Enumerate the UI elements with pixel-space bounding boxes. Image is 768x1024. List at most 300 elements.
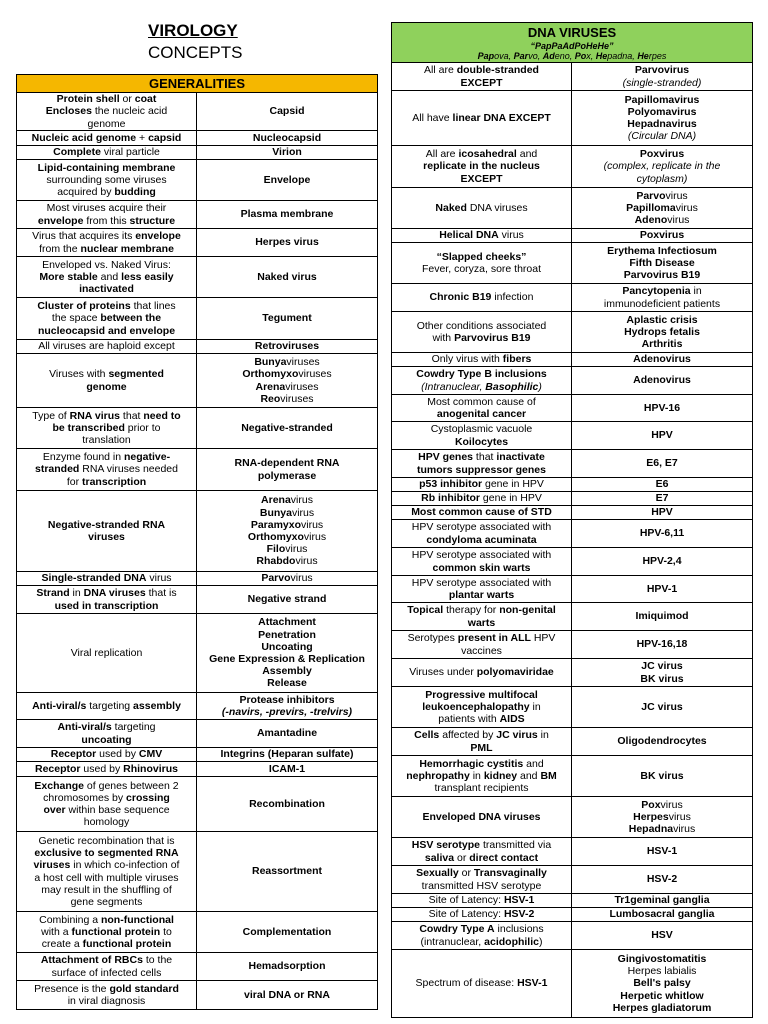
cell-text-line: plantar warts (448, 589, 515, 601)
dna-viruses-title: DNA VIRUSES (527, 25, 617, 40)
cell-text-line: Hepadnavirus (628, 823, 696, 836)
cell-text-line: the space between the (51, 312, 162, 325)
cell-text-line: viruses (88, 531, 125, 543)
generalities-row-15 (17, 586, 377, 614)
cell-text-line: Chronic B19 infection (429, 291, 534, 304)
dna-viruses-term-cell (392, 922, 572, 949)
dna-viruses-row-12 (392, 422, 752, 450)
cell-text-line: HPV serotype associated with (411, 549, 552, 562)
generalities-row-12 (17, 449, 377, 491)
cell-text-line: Cells affected by JC virus in (414, 729, 549, 742)
cell-text-line: Enveloped DNA viruses (422, 810, 541, 823)
cell-text-line: Anti-viral/s targeting assembly (32, 699, 181, 712)
generalities-term-cell (17, 340, 197, 353)
generalities-term-cell (17, 491, 197, 571)
cell-text-line: E7 (655, 492, 669, 505)
dna-viruses-row-24 (392, 728, 752, 756)
document-title (148, 20, 268, 64)
cell-text-line: Assembly (262, 665, 312, 678)
dna-viruses-term-cell (392, 243, 572, 283)
cell-text-line: with a functional protein to (41, 925, 172, 938)
dna-viruses-answer-cell (572, 353, 752, 366)
cell-text-line: HPV (651, 429, 673, 442)
dna-viruses-term-cell (392, 146, 572, 187)
generalities-term-cell (17, 298, 197, 339)
cell-text-line: Only virus with fibers (431, 353, 532, 366)
cell-text-line: Topical therapy for non-genital (407, 604, 556, 617)
generalities-header: GENERALITIES (17, 75, 377, 93)
cell-text-line: inactivated (79, 283, 134, 296)
cell-text-line: Capsid (269, 105, 305, 118)
cell-text-line: RNA-dependent RNA (234, 457, 340, 470)
dna-viruses-row-15 (392, 492, 752, 506)
cell-text-line: over within base sequence (43, 804, 170, 816)
generalities-term-cell (17, 572, 197, 585)
cell-text-line: Viruses with segmented (49, 368, 164, 381)
dna-viruses-row-29 (392, 894, 752, 908)
cell-text-line: Penetration (258, 628, 316, 641)
cell-text-line: HPV-1 (646, 582, 678, 595)
cell-text-line: Hepadnavirus (627, 118, 697, 130)
cell-text-line: HSV-2 (646, 873, 678, 886)
cell-text-line: Site of Latency: HSV-2 (428, 908, 535, 921)
cell-text-line: in viral diagnosis (67, 995, 146, 1007)
cell-text-line: Hemorrhagic cystitis and (419, 757, 544, 770)
generalities-term-cell (17, 720, 197, 747)
generalities-term-cell (17, 201, 197, 228)
cell-text-line: Serotypes present in ALL HPV (407, 632, 556, 645)
cell-text-line: HPV (651, 506, 673, 519)
cell-text-line: Single-stranded DNA virus (41, 572, 172, 585)
generalities-row-7 (17, 257, 377, 298)
cell-text-line: used in transcription (54, 599, 159, 612)
cell-text-line: with Parvovirus B19 (432, 332, 531, 344)
dna-viruses-row-2 (392, 91, 752, 146)
cell-text-line: genome (87, 117, 126, 130)
dna-viruses-term-cell (392, 908, 572, 921)
cell-text-line: Imiquimod (635, 610, 689, 623)
cell-text-line: saliva or direct contact (424, 851, 539, 864)
dna-viruses-row-18 (392, 548, 752, 576)
cell-text-line: Arenavirus (261, 494, 313, 507)
dna-viruses-term-cell (392, 603, 572, 630)
cell-text-line: (intranuclear, acidophilic) (420, 935, 543, 948)
cell-text-line: a host cell with multiple viruses (34, 871, 179, 884)
cell-text-line: More stable and less easily (39, 270, 174, 283)
generalities-row-20 (17, 762, 377, 777)
cell-text-line: Reoviruses (260, 392, 314, 405)
generalities-term-cell (17, 93, 197, 130)
dna-viruses-answer-cell (572, 367, 752, 394)
generalities-term-cell (17, 229, 197, 256)
cell-text-line: All are icosahedral and (425, 148, 538, 161)
cell-text-line: Filovirus (266, 543, 308, 556)
cell-text-line: genome (86, 380, 127, 393)
cell-text-line: replicate in the nucleus (423, 160, 540, 173)
cell-text-line: transplant recipients (434, 782, 529, 795)
dna-viruses-answer-cell (572, 797, 752, 837)
cell-text-line: Parvovirus (261, 572, 313, 585)
cell-text-line: surrounding some viruses (46, 173, 167, 186)
generalities-answer-cell (197, 720, 377, 747)
cell-text-line: Most viruses acquire their (46, 202, 167, 215)
cell-text-line: Uncoating (261, 640, 313, 653)
cell-text-line: Rb inhibitor gene in HPV (421, 492, 542, 505)
cell-text-line: Paramyxovirus (250, 518, 324, 531)
generalities-row-21 (17, 777, 377, 832)
cell-text-line: Adenovirus (633, 374, 691, 387)
cell-text-line: Helical DNA virus (439, 229, 524, 242)
dna-viruses-row-17 (392, 520, 752, 548)
generalities-row-17 (17, 693, 377, 720)
dna-viruses-answer-cell (572, 922, 752, 949)
cell-text-line: p53 inhibitor gene in HPV (419, 478, 544, 491)
cell-text-line: Bunyaviruses (254, 356, 320, 369)
dna-viruses-term-cell (392, 229, 572, 242)
dna-viruses-answer-cell (572, 894, 752, 907)
cell-text-line: All are double-stranded (424, 64, 539, 77)
dna-viruses-term-cell (392, 756, 572, 796)
generalities-term-cell (17, 762, 197, 776)
cell-text-line: Retroviruses (254, 340, 320, 353)
generalities-answer-cell (197, 298, 377, 339)
generalities-row-3 (17, 146, 377, 160)
cell-text-line: Most common cause of (427, 395, 536, 408)
cell-text-line: Recombination (249, 797, 325, 810)
dna-viruses-term-cell (392, 63, 572, 90)
dna-viruses-row-9 (392, 353, 752, 367)
cell-text-line: Amantadine (256, 727, 318, 740)
cell-text-line: Exchange of genes between 2 (34, 779, 179, 792)
generalities-answer-cell (197, 762, 377, 776)
cell-text-line: Poxvirus (639, 229, 685, 242)
cell-text-line: Naked DNA viruses (435, 201, 528, 214)
dna-viruses-answer-cell (572, 188, 752, 228)
dna-viruses-term-cell (392, 520, 572, 547)
dna-viruses-row-19 (392, 576, 752, 603)
cell-text-line: cytoplasm) (636, 172, 688, 185)
cell-text-line: anogenital cancer (436, 408, 527, 420)
cell-text-line: HPV-2,4 (642, 555, 682, 568)
cell-text-line: Integrins (Heparan sulfate) (220, 748, 354, 761)
cell-text-line: Protease inhibitors (239, 693, 335, 706)
cell-text-line: Other conditions associated (416, 319, 547, 332)
generalities-answer-cell (197, 777, 377, 831)
cell-text-line: JC virus (641, 660, 683, 673)
cell-text-line: (single-stranded) (622, 76, 702, 89)
cell-text-line: Virion (272, 146, 302, 159)
generalities-answer-cell (197, 912, 377, 952)
cell-text-line: create a functional protein (41, 938, 172, 951)
cell-text-line: Cystoplasmic vacuole (430, 423, 533, 436)
dna-viruses-answer-cell (572, 91, 752, 145)
generalities-answer-cell (197, 953, 377, 980)
cell-text-line: HPV serotype associated with (411, 521, 552, 534)
generalities-term-cell (17, 614, 197, 692)
generalities-term-cell (17, 146, 197, 159)
dna-viruses-answer-cell (572, 492, 752, 505)
generalities-answer-cell (197, 408, 377, 448)
dna-viruses-term-cell (392, 548, 572, 575)
dna-viruses-term-cell (392, 687, 572, 727)
generalities-row-22 (17, 832, 377, 912)
generalities-term-cell (17, 953, 197, 980)
cell-text-line: Herpesvirus (633, 810, 691, 823)
dna-viruses-row-21 (392, 631, 752, 659)
dna-viruses-row-7 (392, 284, 752, 312)
cell-text-line: JC virus (641, 700, 683, 713)
dna-viruses-row-10 (392, 367, 752, 395)
dna-viruses-row-8 (392, 312, 752, 353)
cell-text-line: be transcribed prior to (52, 421, 161, 434)
dna-viruses-answer-cell (572, 631, 752, 658)
dna-viruses-answer-cell (572, 63, 752, 90)
dna-viruses-answer-cell (572, 548, 752, 575)
cell-text-line: nucleocapsid and envelope (37, 324, 176, 337)
title-line-2: CONCEPTS (148, 43, 243, 62)
generalities-answer-cell (197, 832, 377, 911)
dna-viruses-answer-cell (572, 659, 752, 686)
dna-viruses-row-32 (392, 950, 752, 1017)
generalities-term-cell (17, 354, 197, 407)
cell-text-line: Viral replication (70, 646, 143, 659)
dna-viruses-row-31 (392, 922, 752, 950)
dna-viruses-term-cell (392, 91, 572, 145)
cell-text-line: Arenaviruses (255, 380, 319, 393)
dna-viruses-term-cell (392, 450, 572, 477)
cell-text-line: Negative-stranded RNA (47, 518, 166, 531)
generalities-answer-cell (197, 160, 377, 200)
cell-text-line: Lipid-containing membrane (37, 161, 176, 174)
cell-text-line: Attachment (258, 616, 316, 629)
generalities-answer-cell (197, 981, 377, 1009)
cell-text-line: (complex, replicate in the (603, 160, 721, 173)
cell-text-line: vaccines (461, 644, 502, 657)
dna-viruses-term-cell (392, 506, 572, 519)
dna-viruses-row-5 (392, 229, 752, 243)
generalities-term-cell (17, 449, 197, 490)
cell-text-line: Gingivostomatitis (617, 952, 707, 965)
cell-text-line: uncoating (81, 733, 132, 746)
cell-text-line: Most common cause of STD (411, 506, 552, 519)
cell-text-line: Virus that acquires its envelope (32, 230, 181, 243)
cell-text-line: Naked virus (257, 270, 317, 283)
cell-text-line: Hemadsorption (248, 960, 326, 973)
dna-viruses-term-cell (392, 659, 572, 686)
cell-text-line: Cowdry Type B inclusions (416, 368, 547, 381)
generalities-term-cell (17, 408, 197, 448)
cell-text-line: Koilocytes (454, 435, 509, 448)
cell-text-line: Cowdry Type A inclusions (419, 923, 544, 936)
generalities-answer-cell (197, 354, 377, 407)
generalities-answer-cell (197, 748, 377, 761)
cell-text-line: Oligodendrocytes (617, 735, 707, 748)
cell-text-line: Poxvirus (639, 148, 685, 161)
generalities-row-25 (17, 981, 377, 1009)
cell-text-line: Orthomyxovirus (247, 531, 327, 543)
dna-viruses-term-cell (392, 866, 572, 893)
cell-text-line: Protein shell or coat (56, 93, 157, 106)
cell-text-line: Release (267, 677, 307, 690)
cell-text-line: EXCEPT (460, 76, 503, 89)
cell-text-line: HSV (651, 929, 673, 942)
cell-text-line: Enzyme found in negative- (42, 451, 171, 464)
cell-text-line: Poxvirus (641, 798, 683, 811)
generalities-row-4 (17, 160, 377, 201)
cell-text-line: Herpes virus (255, 236, 319, 249)
dna-viruses-term-cell (392, 576, 572, 602)
cell-text-line: leukoencephalopathy in (422, 700, 541, 713)
title-line-1: VIROLOGY (148, 21, 238, 40)
dna-viruses-term-cell (392, 950, 572, 1017)
dna-viruses-answer-cell (572, 756, 752, 796)
cell-text-line: Reassortment (251, 865, 323, 878)
dna-viruses-term-cell (392, 188, 572, 228)
dna-viruses-mnemonic-expansion: Papova, Parvo, Adeno, Pox, Hepadna, Herpes (477, 51, 667, 61)
cell-text-line: Orthomyxoviruses (242, 368, 332, 381)
cell-text-line: Adenovirus (633, 353, 691, 366)
cell-text-line: Rhabdovirus (256, 555, 318, 568)
dna-viruses-term-cell (392, 422, 572, 449)
generalities-row-14 (17, 572, 377, 586)
cell-text-line: Genetic recombination that is (38, 834, 175, 847)
cell-text-line: ICAM-1 (268, 762, 306, 775)
cell-text-line: homology (83, 816, 130, 829)
cell-text-line: Parvovirus (636, 189, 688, 202)
cell-text-line: Negative-stranded (241, 421, 333, 434)
cell-text-line: Progressive multifocal (425, 688, 538, 701)
generalities-row-8 (17, 298, 377, 340)
generalities-answer-cell (197, 340, 377, 353)
cell-text-line: Viruses under polyomaviridae (409, 666, 554, 679)
dna-viruses-answer-cell (572, 146, 752, 187)
cell-text-line: Adenovirus (634, 214, 690, 227)
cell-text-line: Combining a non-functional (39, 913, 174, 926)
generalities-term-cell (17, 912, 197, 952)
dna-viruses-term-cell (392, 894, 572, 907)
generalities-table (16, 74, 378, 1010)
generalities-answer-cell (197, 93, 377, 130)
cell-text-line: Bunyavirus (259, 506, 315, 519)
generalities-answer-cell (197, 614, 377, 692)
dna-viruses-row-30 (392, 908, 752, 922)
generalities-row-23 (17, 912, 377, 953)
dna-viruses-row-3 (392, 146, 752, 188)
dna-viruses-header (392, 23, 752, 63)
cell-text-line: viruses in which co-infection of (33, 859, 180, 872)
cell-text-line: Fifth Disease (629, 256, 695, 269)
cell-text-line: All have linear DNA EXCEPT (412, 111, 551, 124)
cell-text-line: immunodeficient patients (603, 297, 721, 310)
cell-text-line: Receptor used by CMV (50, 748, 163, 761)
cell-text-line: EXCEPT (460, 172, 503, 185)
cell-text-line: exclusive to segmented RNA (34, 847, 179, 860)
cell-text-line: BK virus (640, 769, 684, 782)
dna-viruses-term-cell (392, 631, 572, 658)
generalities-row-10 (17, 354, 377, 408)
cell-text-line: Fever, coryza, sore throat (421, 263, 542, 275)
cell-text-line: HPV-16,18 (636, 638, 688, 651)
cell-text-line: Receptor used by Rhinovirus (35, 762, 178, 775)
dna-viruses-row-11 (392, 395, 752, 422)
cell-text-line: patients with AIDS (438, 713, 525, 726)
cell-text-line: for transcription (66, 475, 147, 488)
generalities-answer-cell (197, 693, 377, 719)
generalities-answer-cell (197, 491, 377, 571)
cell-text-line: Parvovirus B19 (623, 269, 701, 282)
cell-text-line: warts (467, 616, 496, 629)
generalities-term-cell (17, 160, 197, 200)
cell-text-line: common skin warts (432, 561, 531, 574)
dna-viruses-row-4 (392, 188, 752, 229)
cell-text-line: Enveloped vs. Naked Virus: (42, 258, 171, 271)
cell-text-line: Plasma membrane (240, 208, 334, 221)
cell-text-line: Nucleic acid genome + capsid (31, 131, 182, 144)
generalities-row-1 (17, 93, 377, 131)
cell-text-line: HPV-16 (643, 401, 681, 414)
cell-text-line: Type of RNA virus that need to (32, 409, 181, 422)
dna-viruses-row-28 (392, 866, 752, 894)
dna-viruses-row-1 (392, 63, 752, 91)
dna-viruses-answer-cell (572, 838, 752, 865)
dna-viruses-term-cell (392, 312, 572, 352)
dna-viruses-table (391, 22, 753, 1018)
dna-viruses-term-cell (392, 367, 572, 394)
dna-viruses-mnemonic: “PapPaAdPoHeHe” (530, 41, 614, 51)
cell-text-line: Complementation (242, 925, 332, 938)
generalities-answer-cell (197, 201, 377, 228)
dna-viruses-answer-cell (572, 728, 752, 755)
cell-text-line: Papillomavirus (626, 201, 698, 214)
cell-text-line: acquired by budding (57, 186, 156, 199)
generalities-row-13 (17, 491, 377, 572)
cell-text-line: E6 (655, 478, 669, 491)
generalities-term-cell (17, 832, 197, 911)
cell-text-line: Tr1geminal ganglia (614, 894, 710, 907)
dna-viruses-term-cell (392, 838, 572, 865)
dna-viruses-row-26 (392, 797, 752, 838)
cell-text-line: HSV-1 (646, 845, 678, 858)
cell-text-line: (Intranuclear, Basophilic) (421, 380, 542, 393)
cell-text-line: BK virus (640, 672, 684, 685)
cell-text-line: Complete viral particle (53, 146, 160, 159)
cell-text-line: Hydrops fetalis (624, 325, 700, 338)
cell-text-line: stranded RNA viruses needed (35, 463, 178, 476)
dna-viruses-row-20 (392, 603, 752, 631)
cell-text-line: from the nuclear membrane (39, 242, 174, 255)
dna-viruses-answer-cell (572, 450, 752, 477)
cell-text-line: condyloma acuminata (426, 533, 537, 546)
generalities-answer-cell (197, 572, 377, 585)
cell-text-line: Polyomavirus (627, 105, 697, 118)
generalities-answer-cell (197, 229, 377, 256)
cell-text-line: HPV genes that inactivate (418, 451, 545, 464)
cell-text-line: (-navirs, -previrs, -trelvirs) (221, 706, 353, 718)
cell-text-line: chromosomes by crossing (43, 791, 170, 804)
dna-viruses-answer-cell (572, 395, 752, 421)
cell-text-line: transmitted HSV serotype (421, 879, 542, 892)
dna-viruses-row-23 (392, 687, 752, 728)
generalities-answer-cell (197, 131, 377, 145)
dna-viruses-answer-cell (572, 950, 752, 1017)
dna-viruses-row-25 (392, 756, 752, 797)
cell-text-line: Cluster of proteins that lines (37, 300, 176, 313)
generalities-row-11 (17, 408, 377, 449)
cell-text-line: translation (82, 434, 131, 447)
dna-viruses-answer-cell (572, 284, 752, 311)
cell-text-line: Lumbosacral ganglia (609, 908, 715, 921)
cell-text-line: polymerase (257, 469, 317, 482)
